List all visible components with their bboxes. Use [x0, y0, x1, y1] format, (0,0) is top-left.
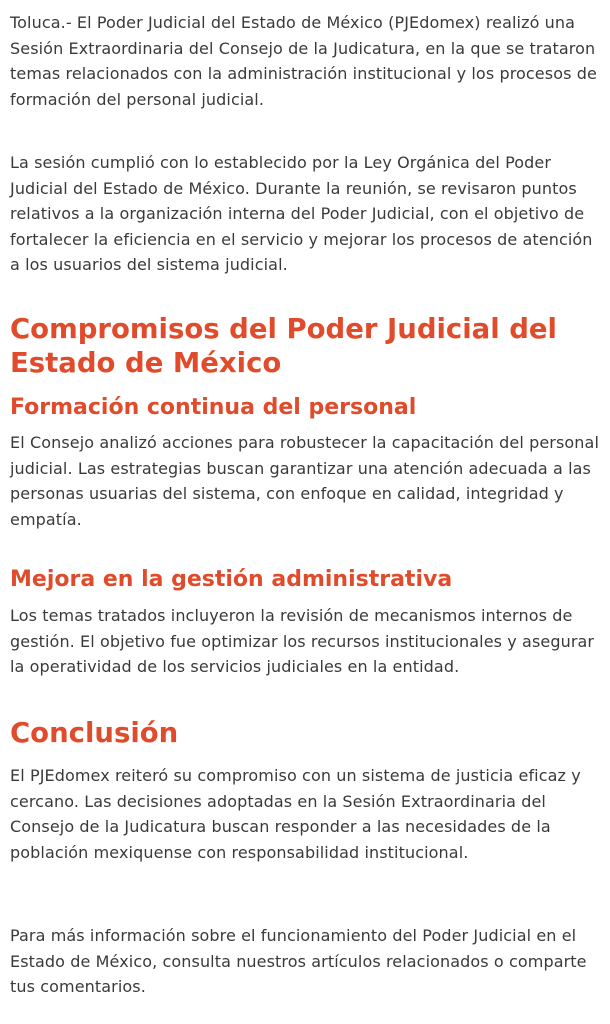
management-paragraph: Los temas tratados incluyeron la revisión de mecanismos internos de gestión. El objetivo fue optimizar los recursos institucionales y asegurar la operatividad de los servicios judiciales en la entidad. — [10, 606, 595, 676]
session-paragraph: La sesión cumplió con lo establecido por la Ley Orgánica del Poder Judicial del Estado de México. Durante la reunión, se revisaron puntos relativos a la organización interna del Poder Judicial, con el objetivo de fortalecer la eficiencia en el servicio y mejorar los procesos de atención a los usuarios del sistema judicial. — [10, 153, 593, 274]
commitments-heading: Compromisos del Poder Judicial del Estado de México — [10, 313, 557, 379]
intro-paragraph: Toluca.- El Poder Judicial del Estado de México (PJEdomex) realizó una Sesión Extraordinaria del Consejo de la Judicatura, en la que se trataron temas relacionados con la administración institucional y los procesos de formación del personal judicial. — [10, 13, 597, 109]
conclusion-paragraph: El PJEdomex reiteró su compromiso con un sistema de justicia eficaz y cercano. Las decisiones adoptadas en la Sesión Extraordinaria del Consejo de la Judicatura buscan responder a las necesidades de la población mexiquense con responsabilidad institucional. — [10, 766, 581, 862]
management-heading: Mejora en la gestión administrativa — [10, 567, 453, 592]
training-paragraph: El Consejo analizó acciones para robustecer la capacitación del personal judicial. Las estrategias buscan garantizar una atención adecuada a las personas usuarias del sistema, con enfoque en calidad, integridad y empatía. — [10, 433, 599, 529]
conclusion-heading: Conclusión — [10, 717, 179, 749]
more-info-paragraph: Para más información sobre el funcionamiento del Poder Judicial en el Estado de México, consulta nuestros artículos relacionados o comparte tus comentarios. — [10, 926, 587, 996]
training-heading: Formación continua del personal — [10, 395, 417, 420]
